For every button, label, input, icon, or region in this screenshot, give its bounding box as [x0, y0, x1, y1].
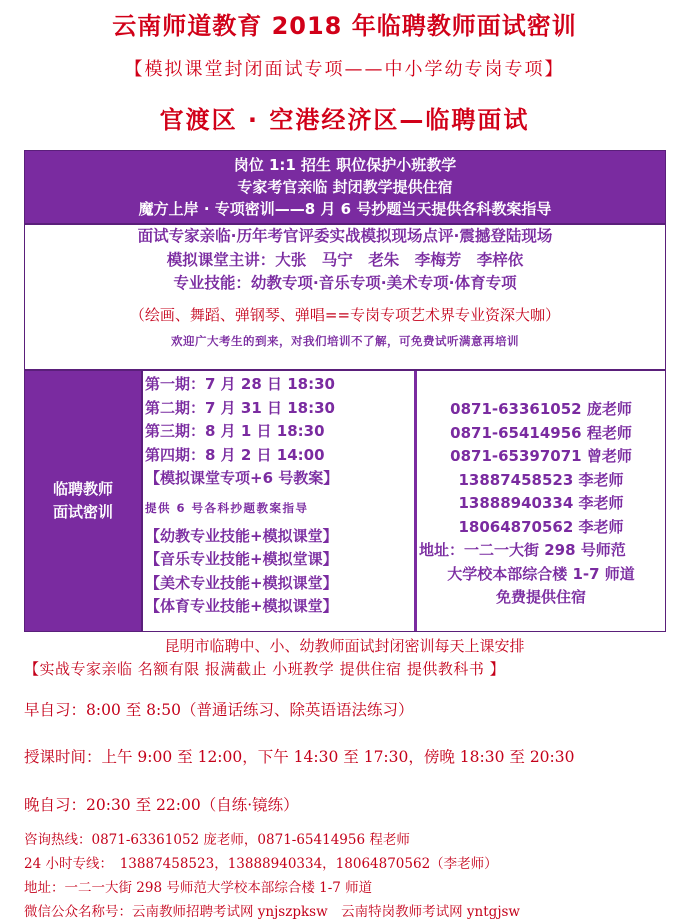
training-label: [25, 371, 143, 631]
art-line: （绘画、舞蹈、弹钢琴、弹唱==专岗专项艺术界专业资深大咖）: [129, 305, 561, 324]
evening-study: 晚自习：20:30 至 22:00（自练·镜练）: [24, 796, 299, 814]
training-table: [24, 370, 666, 632]
page-title: 云南师道教育 2018 年临聘教师面试密训: [112, 12, 577, 40]
schedule-title: 昆明市临聘中、小、幼教师面试封闭密训每天上课安排: [164, 637, 525, 655]
page-subtitle: 【模拟课堂封闭面试专项——中小学幼专岗专项】: [124, 59, 565, 80]
highlight-line: 专家考官亲临 封闭教学提供住宿: [237, 178, 453, 196]
contacts-column: [417, 371, 665, 631]
lecturers-line: 模拟课堂主讲：大张 马宁 老朱 李梅芳 李梓依: [166, 250, 524, 269]
morning-study: 早自习：8:00 至 8:50（普通话练习、除英语语法练习）: [24, 701, 414, 719]
session-item: 第一期：7 月 28 日 18:30: [145, 375, 335, 393]
address-line: 大学校本部综合楼 1-7 师道: [447, 564, 635, 583]
session-item: 第二期：7 月 31 日 18:30: [145, 398, 335, 417]
highlight-line: 魔方上岸 · 专项密训——8 月 6 号抄题当天提供各科教案指导: [138, 200, 552, 218]
wechat-accounts: 微信公众名称号：云南教师招聘考试网 ynjszpksw 云南特岗教师考试网 yntgjsw: [24, 904, 520, 920]
footer-address: 地址：一二一大街 298 号师范大学校本部综合楼 1-7 师道: [24, 880, 373, 896]
address-line: 地址：一二一大街 298 号师范: [419, 541, 626, 559]
hotline-24h: 24 小时专线： 13887458523，13888940334，18064870562（李老师）: [24, 856, 498, 872]
session-item: 第三期：8 月 1 日 18:30: [145, 422, 325, 440]
hotline: 咨询热线：0871-63361052 庞老师，0871-65414956 程老师: [24, 832, 410, 848]
sessions-column: [143, 371, 417, 631]
contact-item: 13887458523 李老师: [458, 470, 624, 489]
schedule-subtitle: 【实战专家亲临 名额有限 报满截止 小班教学 提供住宿 提供教科书 】: [24, 660, 506, 678]
contact-item: 18064870562 李老师: [458, 517, 624, 536]
contact-item: 0871-65414956 程老师: [450, 423, 632, 442]
class-time: 授课时间：上午 9:00 至 12:00，下午 14:30 至 17:30，傍晚 18:30 至 20:30: [24, 748, 575, 766]
skill-item: 【幼教专业技能+模拟课堂】: [145, 526, 338, 545]
session-item: 【模拟课堂专项+6 号教案】: [145, 469, 339, 487]
contact-item: 13888940334 李老师: [458, 494, 624, 512]
highlight-box: [24, 150, 666, 224]
contact-item: 0871-65397071 曾老师: [450, 447, 632, 465]
area-title: 官渡区 · 空港经济区—临聘面试: [159, 106, 530, 134]
label-line: 面试密训: [52, 503, 113, 521]
session-item: 第四期：8 月 2 日 14:00: [145, 445, 325, 464]
expert-box: [24, 224, 666, 370]
lodging-line: 免费提供住宿: [495, 588, 586, 606]
expert-line: 面试专家亲临·历年考官评委实战模拟现场点评·震撼登陆现场: [137, 227, 553, 245]
label-line: 临聘教师: [52, 480, 113, 498]
skills-line: 专业技能：幼教专项·音乐专项·美术专项·体育专项: [173, 274, 517, 292]
lesson-plan-note: 提供 6 号各科抄题教案指导: [145, 500, 309, 515]
contact-item: 0871-63361052 庞老师: [450, 400, 632, 418]
skill-item: 【美术专业技能+模拟课堂】: [145, 573, 338, 592]
skill-item: 【音乐专业技能+模拟堂课】: [145, 550, 338, 568]
skill-item: 【体育专业技能+模拟课堂】: [145, 597, 338, 615]
welcome-line: 欢迎广大考生的到来，对我们培训不了解，可免费试听满意再培训: [171, 334, 519, 348]
highlight-line: 岗位 1:1 招生 职位保护小班教学: [233, 156, 457, 174]
